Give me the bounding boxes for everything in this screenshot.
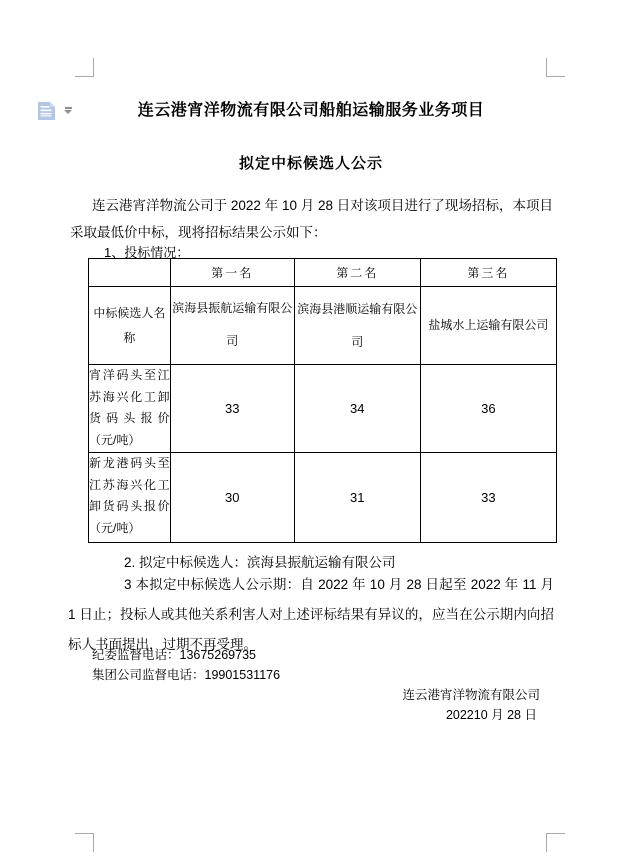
paste-clipboard-icon [37, 99, 57, 126]
table-header-rank-3: 第三名 [420, 259, 556, 287]
signature-company: 连云港宵洋物流有限公司 [402, 688, 540, 702]
intro-paragraph: 连云港宵洋物流公司于 2022 年 10 月 28 日对该项目进行了现场招标，本项目采取最低价中标，现将招标结果公示如下： [70, 198, 553, 240]
section-1-heading: 1、投标情况： [104, 245, 190, 260]
xinlonggang-price-rank-2: 31 [294, 453, 420, 543]
table-corner-cell [89, 259, 171, 287]
row-label-candidate-name: 中标候选人名称 [89, 287, 171, 365]
table-row-price-xiaoyang [89, 365, 557, 453]
candidate-1-name: 滨海县振航运输有限公司 [170, 287, 294, 365]
bid-results-table [88, 258, 557, 543]
xiaoyang-price-rank-1: 33 [170, 365, 294, 453]
candidate-2-name: 滨海县港顺运输有限公司 [294, 287, 420, 365]
candidate-3-name: 盐城水上运输有限公司 [420, 287, 556, 365]
document-title: 连云港宵洋物流有限公司船舶运输服务业务项目 [137, 102, 485, 119]
item-3-publicity-period: 3 本拟定中标候选人公示期：自 2022 年 10 月 28 日起至 2022 年 11 月 1 日止；投标人或其他关系利害人对上述评标结果有异议的，应当在公示期内向招标人书面提出，过期不再受理。 [68, 577, 554, 652]
table-row-candidate-names [89, 287, 557, 365]
table-header-rank-2: 第二名 [294, 259, 420, 287]
row-label-xinlonggang-price: 新龙港码头至江苏海兴化工卸货码头报价（元/吨） [89, 453, 171, 543]
signature-date: 202210 月 28 日 [445, 708, 537, 722]
table-header-row [89, 259, 557, 287]
xiaoyang-price-rank-3: 36 [420, 365, 556, 453]
crop-mark-top-right [546, 58, 565, 77]
xinlonggang-price-rank-1: 30 [170, 453, 294, 543]
crop-mark-top-left [75, 58, 94, 77]
item-2-proposed-winner: 2. 拟定中标候选人：滨海县振航运输有限公司 [124, 555, 396, 570]
crop-mark-bottom-left [75, 833, 94, 852]
row-label-xiaoyang-price: 宵洋码头至江苏海兴化工卸货码头报价（元/吨） [89, 365, 171, 453]
xinlonggang-price-rank-3: 33 [420, 453, 556, 543]
xiaoyang-price-rank-2: 34 [294, 365, 420, 453]
paste-options-button[interactable] [37, 99, 72, 126]
table-header-rank-1: 第一名 [170, 259, 294, 287]
discipline-phone-line: 纪委监督电话：13675269735 [92, 648, 256, 662]
document-subtitle: 拟定中标候选人公示 [238, 155, 383, 172]
table-row-price-xinlonggang [89, 453, 557, 543]
crop-mark-bottom-right [546, 833, 565, 852]
supervision-contacts [92, 645, 280, 685]
group-phone-line: 集团公司监督电话：19901531176 [92, 668, 281, 682]
